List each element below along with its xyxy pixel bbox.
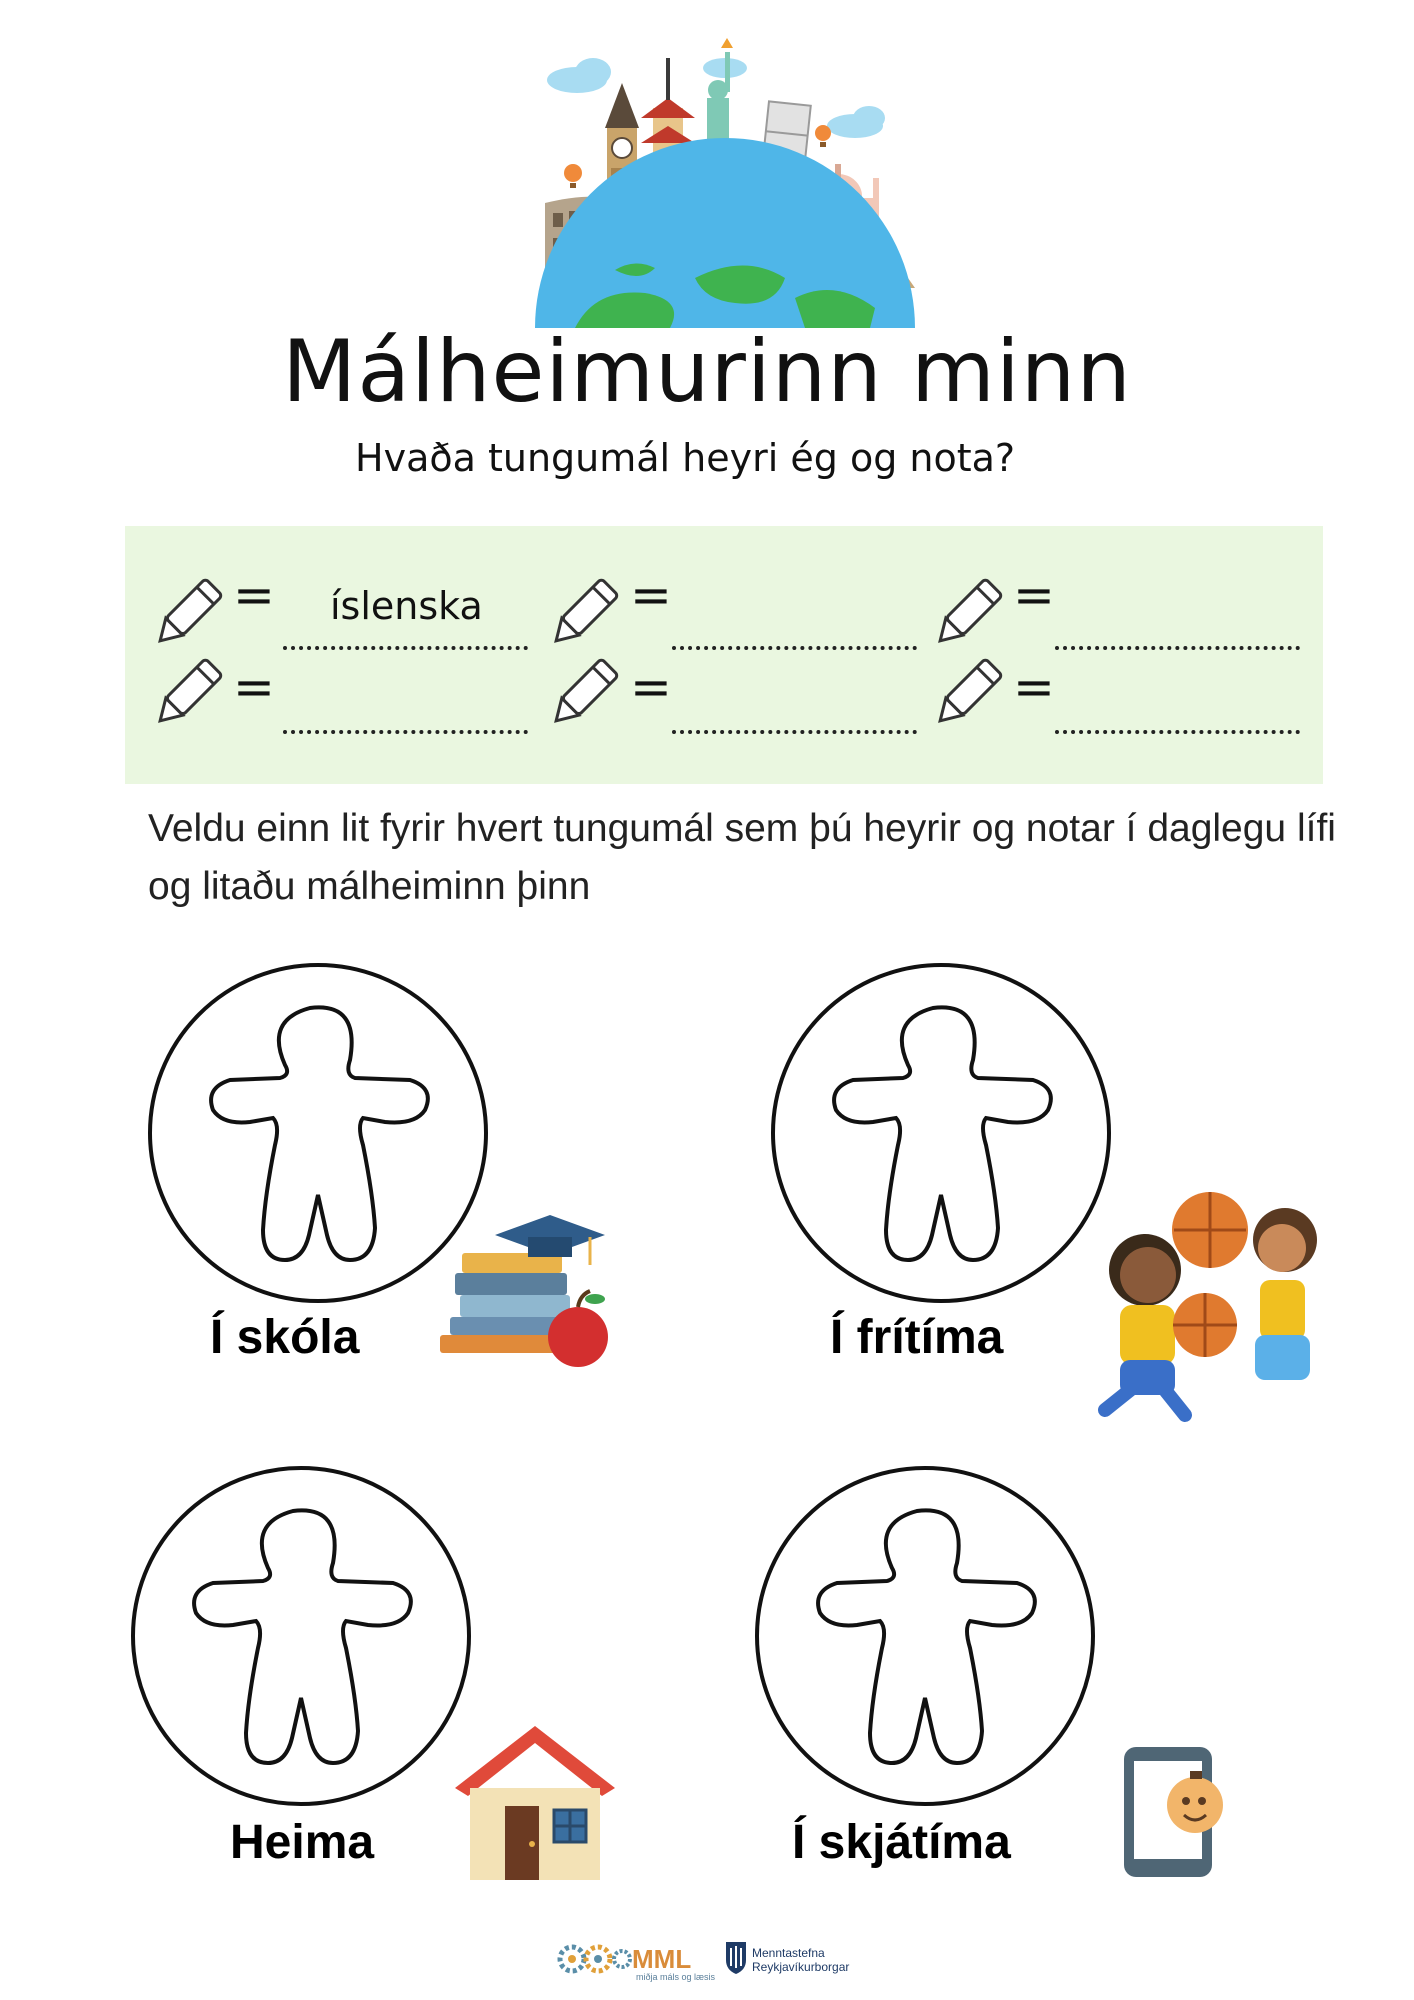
- equals-sign: =: [1013, 658, 1055, 716]
- pencil-icon: [147, 574, 227, 654]
- menntastefna-line1: Menntastefna: [752, 1946, 825, 1960]
- section-label-freetime: Í frítíma: [830, 1311, 1004, 1364]
- section-label-home: Heima: [230, 1816, 375, 1869]
- tablet-icon: [1120, 1743, 1225, 1883]
- blank-line-2[interactable]: [672, 646, 917, 650]
- reykjavik-shield-icon: [724, 1940, 748, 1976]
- equals-sign: =: [233, 658, 275, 716]
- world-landmarks-illustration: [535, 38, 915, 328]
- mml-logo-text: MML: [632, 1944, 692, 1974]
- gears-logo-icon: [556, 1942, 632, 1976]
- language-entry-box: [125, 526, 1323, 784]
- page-title: Málheimurinn minn: [282, 322, 1132, 422]
- mml-logo-subtext: miðja máls og læsis: [636, 1972, 716, 1982]
- kids-basketball-icon: [1090, 1180, 1340, 1430]
- person-circle-home[interactable]: [128, 1463, 474, 1809]
- pencil-icon: [927, 654, 1007, 734]
- person-circle-screentime[interactable]: [752, 1463, 1098, 1809]
- equals-sign: =: [630, 566, 672, 624]
- menntastefna-logo-text: [752, 1946, 849, 1974]
- school-books-icon: [430, 1195, 620, 1375]
- menntastefna-line2: Reykjavíkurborgar: [752, 1960, 850, 1974]
- section-label-screentime: Í skjátíma: [792, 1816, 1011, 1869]
- pencil-icon: [927, 574, 1007, 654]
- pencil-icon: [543, 574, 623, 654]
- section-label-school: Í skóla: [210, 1311, 360, 1364]
- blank-line-1[interactable]: [283, 646, 528, 650]
- pencil-icon: [147, 654, 227, 734]
- person-circle-freetime[interactable]: [768, 960, 1114, 1306]
- blank-line-6[interactable]: [1055, 730, 1300, 734]
- pencil-icon: [543, 654, 623, 734]
- house-icon: [450, 1718, 620, 1883]
- language-entry-1[interactable]: íslenska: [330, 584, 483, 628]
- page-subtitle: Hvaða tungumál heyri ég og nota?: [355, 436, 1016, 480]
- equals-sign: =: [233, 566, 275, 624]
- instruction-text: Veldu einn lit fyrir hvert tungumál sem þú heyrir og notar í daglegu lífi og litaðu málheiminn þinn: [148, 807, 1336, 908]
- equals-sign: =: [1013, 566, 1055, 624]
- blank-line-5[interactable]: [672, 730, 917, 734]
- blank-line-4[interactable]: [283, 730, 528, 734]
- equals-sign: =: [630, 658, 672, 716]
- blank-line-3[interactable]: [1055, 646, 1300, 650]
